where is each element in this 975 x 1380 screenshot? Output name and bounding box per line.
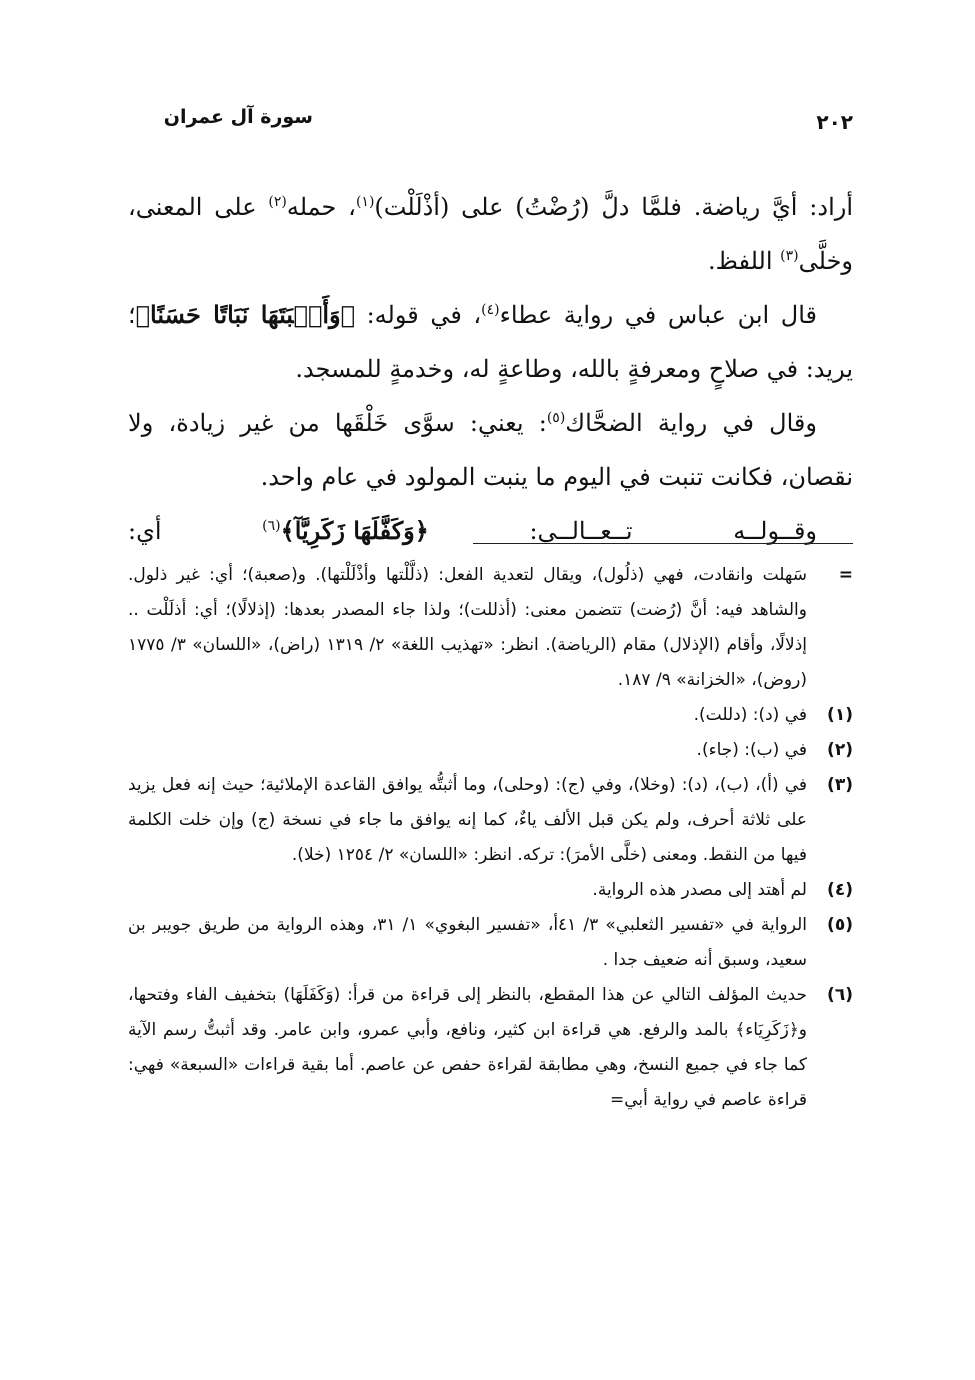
footnote-3 (128, 768, 853, 873)
footnote-ref-2[interactable]: (٢) (268, 194, 287, 210)
p1-text-2: ، حمله (286, 193, 356, 221)
paragraph-3 (128, 396, 853, 504)
footnote-ref-5[interactable]: (٥) (546, 410, 566, 426)
page-header (120, 100, 853, 140)
paragraph-2 (128, 288, 853, 396)
p4-word-3: أي: (128, 517, 162, 545)
footnote-text: لم أهتد إلى مصدر هذه الرواية. (592, 880, 807, 900)
footnote-text: في (د): (دللت). (693, 705, 807, 725)
p1-text-4: اللفظ. (708, 247, 781, 275)
footnote-ref-4[interactable]: (٤) (481, 302, 500, 318)
footnote-6 (128, 978, 853, 1118)
footnote-number: (٢) (827, 740, 853, 760)
paragraph-4 (128, 504, 853, 558)
footnote-text: في (ب): (جاء). (696, 740, 807, 760)
footnote-5 (128, 908, 853, 978)
p3-text-2: : يعني: سوَّى خَلْقَها من غير زيادة، ولا نقصان، فكانت تنبت في اليوم ما ينبت المولود في عام واحد. (128, 409, 853, 491)
footnote-ref-6[interactable]: (٦) (262, 518, 281, 534)
footnote-number: (٥) (827, 915, 853, 935)
footnote-text: الرواية في «تفسير الثعلبي» ٣/ ٤١أ، «تفسير البغوي» ١/ ٣١، وهذه الرواية من طريق جويبر بن سعيد، وسبق أنه ضعيف جدا . (128, 915, 807, 970)
footnote-ref-3[interactable]: (٣) (780, 248, 799, 264)
paragraph-1 (128, 180, 853, 288)
footnote-number: (٦) (827, 985, 853, 1005)
p2-text-1: قال ابن عباس في رواية عطاء (499, 301, 817, 329)
p4-word-2: تــعــالــى: (529, 517, 633, 545)
quran-verse-2: ﴿وَكَفَّلَهَا زَكَرِيَّآ﴾ (280, 516, 429, 545)
footnotes (128, 558, 853, 1118)
footnote-text: سَهلت وانقادت، فهي (ذلُول)، ويقال لتعدية الفعل: (ذلَّلْتها وأذْلَلْتها). و(صعبة)؛ أي: غير ذلول. والشاهد فيه: أنَّ (رُضت) تتضمن معنى: (أذللت)؛ ولذا جاء المصدر بعدها: (إذلالًا)؛ أي: أذلَلْت .. إذلالًا، وأقام (الإذلال) مقام (الرياضة). انظر: «تهذيب اللغة» ٢/ ١٣١٩ (راض)، «اللسان» ٣/ ١٧٧٥ (روض)، «الخزانة» ٩/ ١٨٧. (128, 565, 807, 690)
p2-text-2: ، في قوله: (355, 301, 482, 329)
footnote-ref-1[interactable]: (١) (355, 194, 375, 210)
page-number: ٢٠٢ (816, 110, 853, 134)
p2-text-3: ؛ يريد: في صلاحٍ ومعرفةٍ بالله، وطاعةٍ له، وخدمةٍ للمسجد. (128, 301, 853, 383)
quran-verse-2-wrap (262, 504, 429, 558)
p4-word-1: وقــولــه (733, 517, 817, 545)
p1-text-3: على المعنى، وخلَّى (128, 193, 853, 275)
footnote-continued (128, 558, 853, 698)
footnote-1 (128, 698, 853, 733)
p1-text-1: أراد: أيَّ رياضة. فلمَّا دلَّ (رُضْتُ) على (أذْلَلْت) (374, 193, 853, 221)
footnote-number: (١) (827, 705, 853, 725)
footnote-number: = (838, 565, 853, 585)
quran-verse-1: ﴿وَأَنۢبَتَهَا نَبَاتًا حَسَنًا﴾ (135, 300, 356, 329)
footnote-number: (٤) (827, 880, 853, 900)
p3-text-1: وقال في رواية الضحَّاك (565, 409, 817, 437)
footnote-divider (473, 543, 853, 544)
main-text (128, 180, 853, 558)
footnote-4 (128, 873, 853, 908)
footnote-number: (٣) (827, 775, 853, 795)
footnote-2 (128, 733, 853, 768)
footnote-text: في (أ)، (ب)، (د): (وخلا)، وفي (ج): (وحلى)، وما أثبتُّه يوافق القاعدة الإملائية؛ حيث إنه فعل يزيد على ثلاثة أحرف، ولم يكن قبل الألف ياءٌ، كما إنه يوافق ما جاء في نسخة (ج) وإن خلت الكلمة فيها من النقط. ومعنى (خلَّى الأمرَ): تركه. انظر: «اللسان» ٢/ ١٢٥٤ (خلا). (128, 775, 807, 865)
footnote-text: حديث المؤلف التالي عن هذا المقطع، بالنظر إلى قراءة من قرأ: (وَكَفَلَهَا) بتخفيف الفاء وفتحها، و﴿زَكَرِيَاء﴾ بالمد والرفع. هي قراءة ابن كثير، ونافع، وأبي عمرو، وابن عامر. وقد أثبتُّ رسم الآية كما جاء في جميع النسخ، وهي مطابقة لقراءة حفص عن عاصم. أما بقية قراءات «السبعة» فهي: قراءة عاصم في رواية أبي= (128, 985, 807, 1110)
running-title: سورة آل عمران (163, 106, 313, 128)
